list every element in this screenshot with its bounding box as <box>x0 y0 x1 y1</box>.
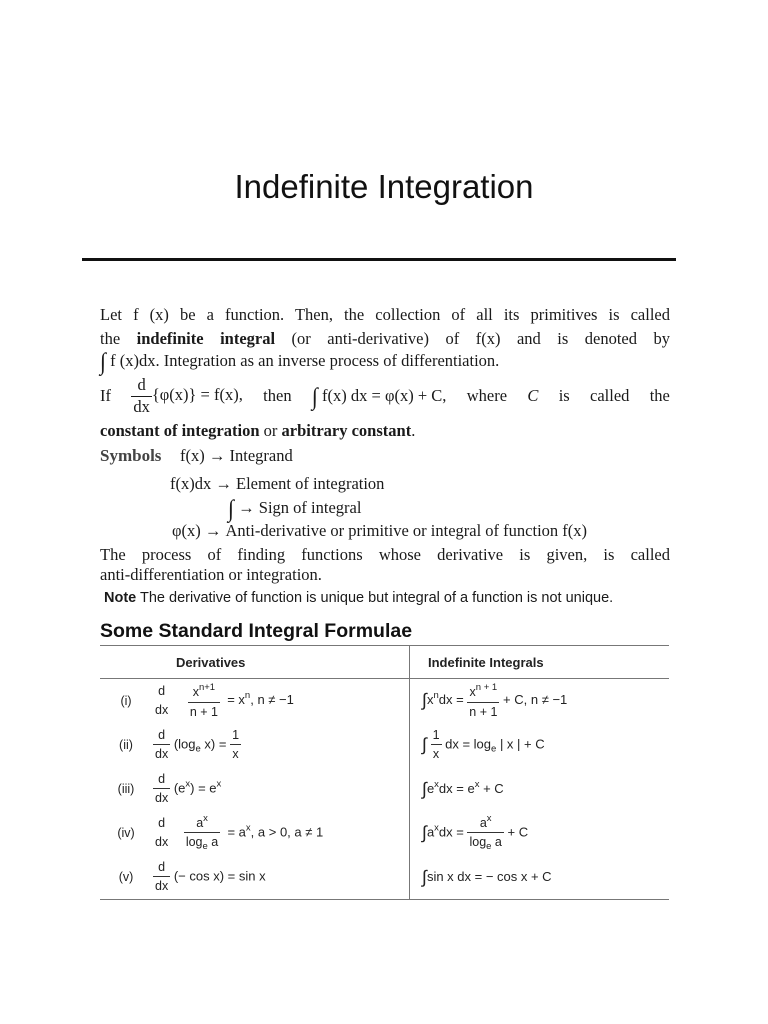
derivative-cell: d dx $\frac{a^x}{\log_e a}$ = $a^x$, a > 0, a ≠ 1 <box>155 812 324 853</box>
intro-line-3: ∫ f (x)dx. Integration as an inverse process of differentiation. <box>100 347 500 376</box>
integral-cell: $\int e^xdx = e^x + C$ <box>410 767 670 811</box>
integral-cell: $\int x^ndx$ = $\frac{x^{n + 1}}{n + 1}$ + C, n ≠ −1 <box>410 679 670 724</box>
derivative-cell: d dx $\frac{x^{n+1}}{n + 1}$ = $x^n$, n ≠ −1 <box>155 682 294 719</box>
symbol-item: f(x) → Integrand <box>180 446 293 465</box>
intro-line-1: Let f (x) be a function. Then, the collection of all its primitives is called <box>100 305 670 324</box>
table-row: (iv) d dx $\frac{a^x}{\log_e a}$ = $a^x$, a > 0, a ≠ 1 $\int a^xdx$ = $\frac{a^x}{\log_e a}$ + C <box>100 811 669 855</box>
table-row: (i) d dx $\frac{x^{n+1}}{n + 1}$ = $x^n$, n ≠ −1 $\int x^ndx$ = $\frac{x^{n + 1}}{n + 1}$ + C, n ≠ −1 <box>100 679 669 724</box>
symbol-item: ∫ → Sign of integral <box>228 494 362 523</box>
symbol-item: f(x)dx → Element of integration <box>170 474 385 493</box>
derivative-cell: $\frac{d}{dx}$ ($\log_e$ x) = $\frac{1}{x}$ <box>155 727 240 761</box>
integral-sign-icon: ∫ <box>422 866 427 887</box>
page-title: Indefinite Integration <box>234 168 534 205</box>
integral-cell: ∫sin x dx = − cos x + C <box>410 855 670 900</box>
derivative-operator: $\frac{d}{dx}$ <box>133 375 150 416</box>
table-row: (ii) $\frac{d}{dx}$ ($\log_e$ x) = $\frac{1}{x}$ ∫ $\frac{1}{x}$ dx = $\log_e$ | x | + C <box>100 723 669 767</box>
integral-cell: ∫ $\frac{1}{x}$ dx = $\log_e$ | x | + C <box>410 723 670 767</box>
integral-sign-icon: ∫ <box>100 347 107 376</box>
table-row: (iii) $\frac{d}{dx}$ $(e^x) = e^x$ $\int e^xdx = e^x + C$ <box>100 767 669 811</box>
process-line-2: anti-differentiation or integration. <box>100 565 322 584</box>
integral-sign-icon: ∫ <box>311 382 318 410</box>
title-divider <box>82 258 676 261</box>
integral-sign-icon: ∫ <box>228 494 235 523</box>
integral-cell: $\int a^xdx$ = $\frac{a^x}{\log_e a}$ + C <box>410 811 670 855</box>
formulae-table <box>100 645 669 900</box>
section-title: Some Standard Integral Formulae <box>100 620 413 642</box>
derivative-cell: $\frac{d}{dx}$ $(e^x) = e^x$ <box>155 771 222 805</box>
integral-sign-icon: ∫ <box>422 690 427 711</box>
note-label: Note <box>104 590 137 606</box>
indefinite-integral-term: indefinite integral <box>136 329 276 348</box>
integral-sign-icon: ∫ <box>422 734 427 755</box>
process-line-1: The process of finding functions whose derivative is given, is called <box>100 545 670 564</box>
intro-line-2: the indefinite integral (or anti-derivative) of f(x) and is denoted by <box>100 329 670 348</box>
symbol-item: φ(x) → Anti-derivative or primitive or integral of function f(x) <box>172 521 588 540</box>
table-row: (v) $\frac{d}{dx}$ (− cos x) = sin x ∫sin x dx = − cos x + C <box>100 855 669 900</box>
integrals-header: Indefinite Integrals <box>410 646 670 679</box>
definition-line: If $\frac{d}{dx}$ {φ(x)} = f(x), then ∫ f(x) dx = φ(x) + C, where C is called the <box>100 375 670 416</box>
definition-line-2: constant of integration or arbitrary constant. <box>100 421 416 440</box>
symbols-heading: Symbols <box>100 446 162 465</box>
integral-sign-icon: ∫ <box>422 822 427 843</box>
derivative-cell: $\frac{d}{dx}$ (− cos x) = sin x <box>152 855 410 900</box>
integral-sign-icon: ∫ <box>422 778 427 799</box>
note: Note The derivative of function is unique but integral of a function is not unique. <box>104 590 614 606</box>
derivatives-header: Derivatives <box>152 646 410 679</box>
